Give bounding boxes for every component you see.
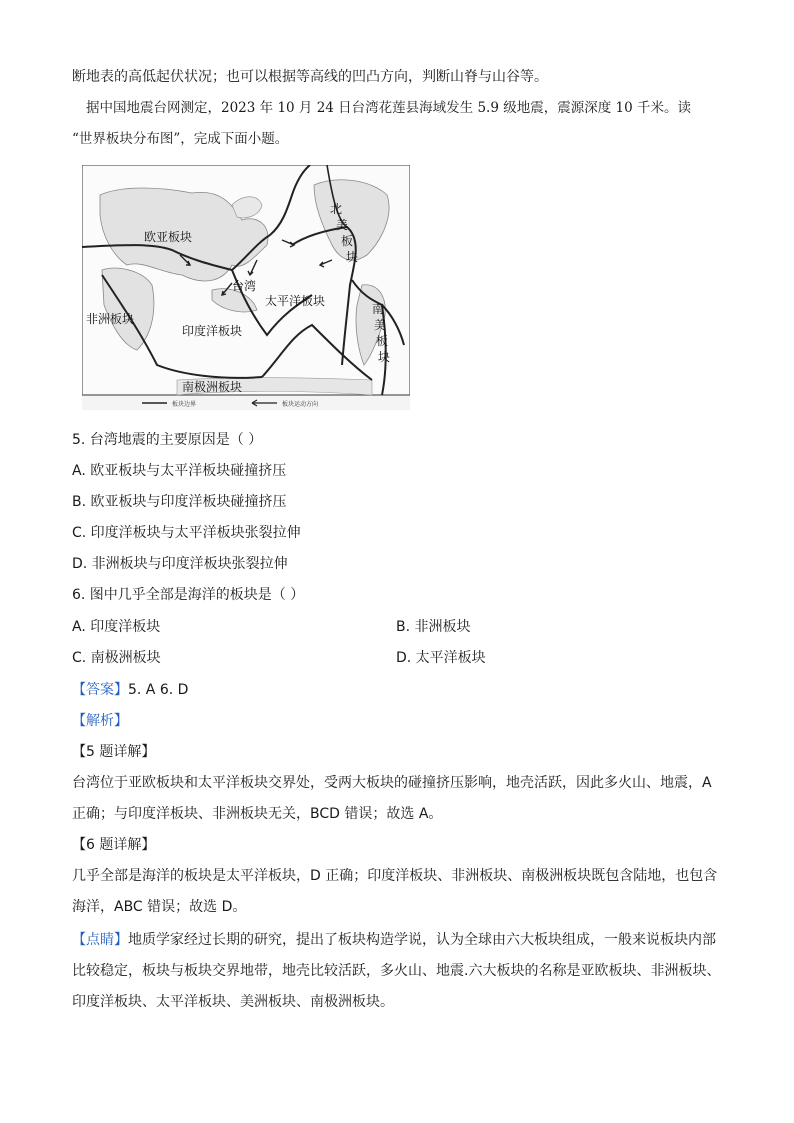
answer-text: 5. A 6. D xyxy=(128,682,189,698)
label-s-america-2: 美 xyxy=(374,318,387,332)
question-5: 5. 台湾地震的主要原因是（ ） xyxy=(72,432,263,448)
label-n-america-1: 北 xyxy=(330,202,343,216)
detail-6-line-2: 海洋，ABC 错误；故选 D。 xyxy=(72,899,247,915)
q5-option-d: D. 非洲板块与印度洋板块张裂拉伸 xyxy=(72,556,288,572)
question-6: 6. 图中几乎全部是海洋的板块是（ ） xyxy=(72,587,305,603)
label-eurasia-plate: 欧亚板块 xyxy=(144,230,193,244)
world-plate-map xyxy=(82,165,410,410)
detail-5-line-1: 台湾位于亚欧板块和太平洋板块交界处，受两大板块的碰撞挤压影响，地壳活跃，因此多火山、地震，A xyxy=(72,775,712,791)
legend-boundary: 板块边界 xyxy=(172,401,197,408)
label-n-america-3: 板 xyxy=(341,234,354,248)
paragraph-continuation: 断地表的高低起伏状况；也可以根据等高线的凹凸方向，判断山脊与山谷等。 xyxy=(72,69,548,85)
tip-line-1 xyxy=(72,930,716,950)
q6-option-a: A. 印度洋板块 xyxy=(72,619,161,635)
tip-text-1: 地质学家经过长期的研究，提出了板块构造学说，认为全球由六大板块组成，一般来说板块内部 xyxy=(128,932,716,948)
label-pacific-plate: 太平洋板块 xyxy=(265,294,326,308)
intro-line-2: “世界板块分布图”，完成下面小题。 xyxy=(72,131,289,147)
label-s-america-1: 南 xyxy=(372,302,385,316)
detail-6-title: 【6 题详解】 xyxy=(72,837,156,853)
detail-5-title: 【5 题详解】 xyxy=(72,744,156,760)
legend-motion: 板块运动方向 xyxy=(282,401,319,408)
intro-line-1: 据中国地震台网测定，2023 年 10 月 24 日台湾花莲县海域发生 5.9 级地震，震源深度 10 千米。读 xyxy=(86,100,691,116)
q5-option-b: B. 欧亚板块与印度洋板块碰撞挤压 xyxy=(72,494,287,510)
tip-tag: 【点睛】 xyxy=(72,932,128,948)
q5-option-c: C. 印度洋板块与太平洋板块张裂拉伸 xyxy=(72,525,301,541)
q5-option-a: A. 欧亚板块与太平洋板块碰撞挤压 xyxy=(72,463,287,479)
label-s-america-3: 板 xyxy=(376,334,389,348)
q6-option-d: D. 太平洋板块 xyxy=(396,650,486,666)
q6-option-b: B. 非洲板块 xyxy=(396,619,471,635)
label-s-america-4: 块 xyxy=(378,350,391,364)
detail-6-line-1: 几乎全部是海洋的板块是太平洋板块，D 正确；印度洋板块、非洲板块、南极洲板块既包含陆地，也包含 xyxy=(72,868,718,884)
detail-5-line-2: 正确；与印度洋板块、非洲板块无关，BCD 错误；故选 A。 xyxy=(72,806,443,822)
answer-tag: 【答案】 xyxy=(72,682,128,698)
label-africa-plate: 非洲板块 xyxy=(86,312,135,326)
label-n-america-4: 块 xyxy=(346,250,359,264)
tip-line-2: 比较稳定，板块与板块交界地带，地壳比较活跃，多火山、地震.六大板块的名称是亚欧板块、非洲板块、 xyxy=(72,963,721,979)
label-n-america-2: 美 xyxy=(336,218,349,232)
q6-option-c: C. 南极洲板块 xyxy=(72,650,161,666)
analysis-tag: 【解析】 xyxy=(72,713,128,729)
plate-map-figure xyxy=(82,165,410,410)
tip-line-3: 印度洋板块、太平洋板块、美洲板块、南极洲板块。 xyxy=(72,994,394,1010)
label-taiwan: 台湾 xyxy=(232,279,257,293)
answer-line xyxy=(72,680,188,700)
label-indian-plate: 印度洋板块 xyxy=(182,324,243,338)
label-antarctic-plate: 南极洲板块 xyxy=(182,380,243,394)
